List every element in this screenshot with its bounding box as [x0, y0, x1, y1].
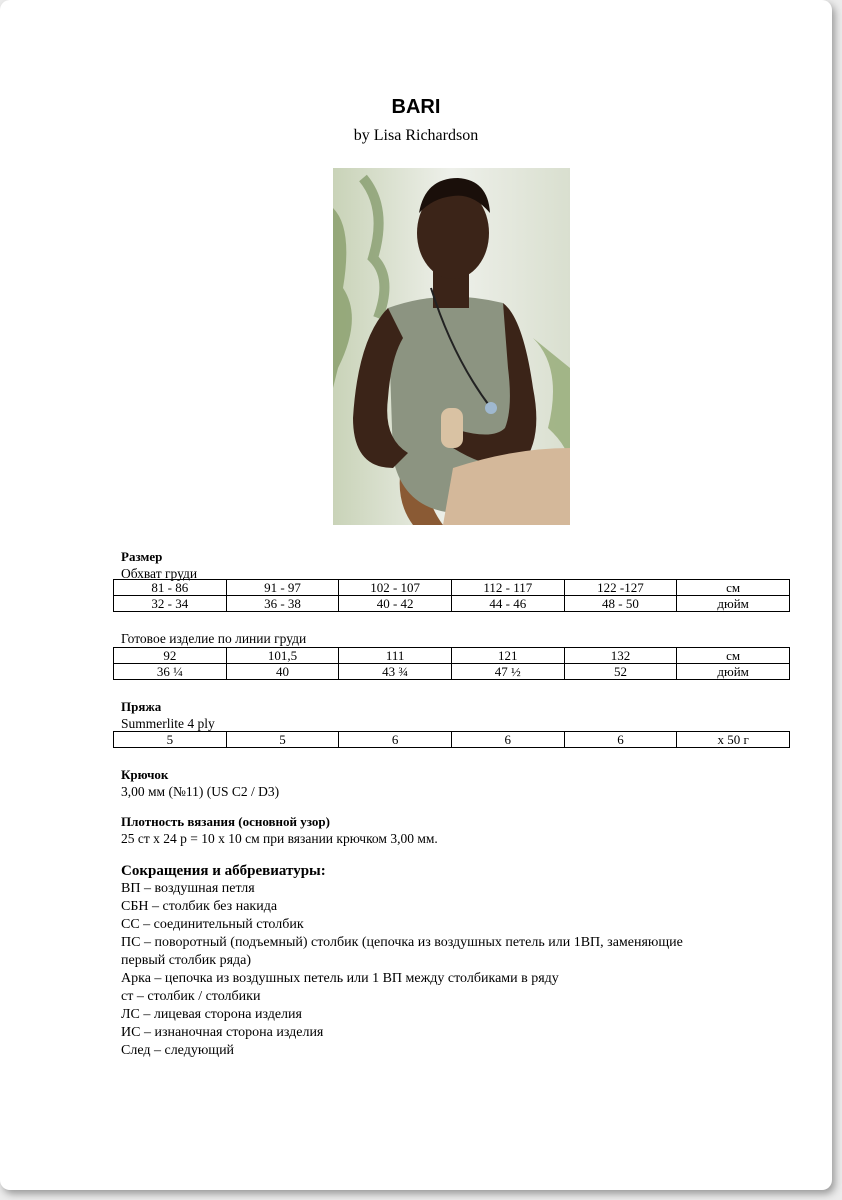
yarn-name: Summerlite 4 ply	[121, 716, 215, 731]
table-cell: 48 - 50	[564, 596, 677, 612]
size-section	[121, 548, 197, 582]
table-row	[114, 648, 790, 664]
table-row	[114, 732, 790, 748]
table-cell: см	[677, 648, 790, 664]
size-heading: Размер	[121, 549, 163, 564]
yarn-table	[113, 731, 790, 748]
list-item: СС – соединительный столбик	[121, 917, 304, 932]
table-cell: 40	[226, 664, 339, 680]
table-cell: 44 - 46	[451, 596, 564, 612]
pattern-author: by Lisa Richardson	[353, 127, 479, 144]
list-item: ИС – изнаночная сторона изделия	[121, 1025, 324, 1040]
table-row	[114, 596, 790, 612]
table-cell: 111	[339, 648, 452, 664]
size-table	[113, 579, 790, 612]
chest-label: Обхват груди	[121, 566, 198, 581]
model-photo-illustration	[333, 168, 570, 525]
table-cell: 52	[564, 664, 677, 680]
table-cell: 47 ½	[451, 664, 564, 680]
table-cell: 43 ¾	[339, 664, 452, 680]
table-cell: 122 -127	[564, 580, 677, 596]
table-cell: дюйм	[677, 664, 790, 680]
pattern-title: BARI	[391, 96, 441, 118]
table-cell: 91 - 97	[226, 580, 339, 596]
model-photo-icon	[333, 168, 570, 525]
table-cell: 121	[451, 648, 564, 664]
list-item: ПС – поворотный (подъемный) столбик (цепочка из воздушных петель или 1ВП, заменяющие	[121, 935, 683, 950]
list-item: первый столбик ряда)	[121, 953, 252, 968]
table-cell: 6	[339, 732, 452, 748]
finished-label: Готовое изделие по линии груди	[121, 631, 307, 646]
list-item: ЛС – лицевая сторона изделия	[121, 1007, 302, 1022]
list-item: Арка – цепочка из воздушных петель или 1 ВП между столбиками в ряду	[121, 971, 559, 986]
list-item: След – следующий	[121, 1043, 235, 1058]
table-cell: x 50 г	[677, 732, 790, 748]
abbreviations-heading: Сокращения и аббревиатуры:	[121, 863, 326, 879]
table-cell: 81 - 86	[114, 580, 227, 596]
gauge-value: 25 ст х 24 р = 10 х 10 см при вязании крючком 3,00 мм.	[121, 831, 438, 846]
table-cell: 92	[114, 648, 227, 664]
table-cell: 102 - 107	[339, 580, 452, 596]
table-cell: 5	[114, 732, 227, 748]
table-cell: 132	[564, 648, 677, 664]
table-cell: 6	[564, 732, 677, 748]
table-cell: 32 - 34	[114, 596, 227, 612]
table-row	[114, 580, 790, 596]
table-cell: 5	[226, 732, 339, 748]
gauge-heading: Плотность вязания (основной узор)	[121, 814, 330, 829]
list-item: СБН – столбик без накида	[121, 899, 278, 914]
table-row	[114, 664, 790, 680]
yarn-section	[121, 698, 215, 732]
list-item: ст – столбик / столбики	[121, 989, 261, 1004]
yarn-heading: Пряжа	[121, 699, 162, 714]
hook-heading: Крючок	[121, 767, 169, 782]
table-cell: дюйм	[677, 596, 790, 612]
table-cell: 101,5	[226, 648, 339, 664]
gauge-section	[121, 813, 438, 847]
table-cell: 40 - 42	[339, 596, 452, 612]
hook-section	[121, 766, 279, 800]
table-cell: 36 ¼	[114, 664, 227, 680]
finished-table	[113, 647, 790, 680]
table-cell: 36 - 38	[226, 596, 339, 612]
list-item: ВП – воздушная петля	[121, 881, 255, 896]
table-cell: 112 - 117	[451, 580, 564, 596]
table-cell: 6	[451, 732, 564, 748]
hook-value: 3,00 мм (№11) (US C2 / D3)	[121, 784, 280, 799]
abbreviations-section	[121, 862, 683, 1060]
table-cell: см	[677, 580, 790, 596]
finished-section	[121, 630, 306, 647]
